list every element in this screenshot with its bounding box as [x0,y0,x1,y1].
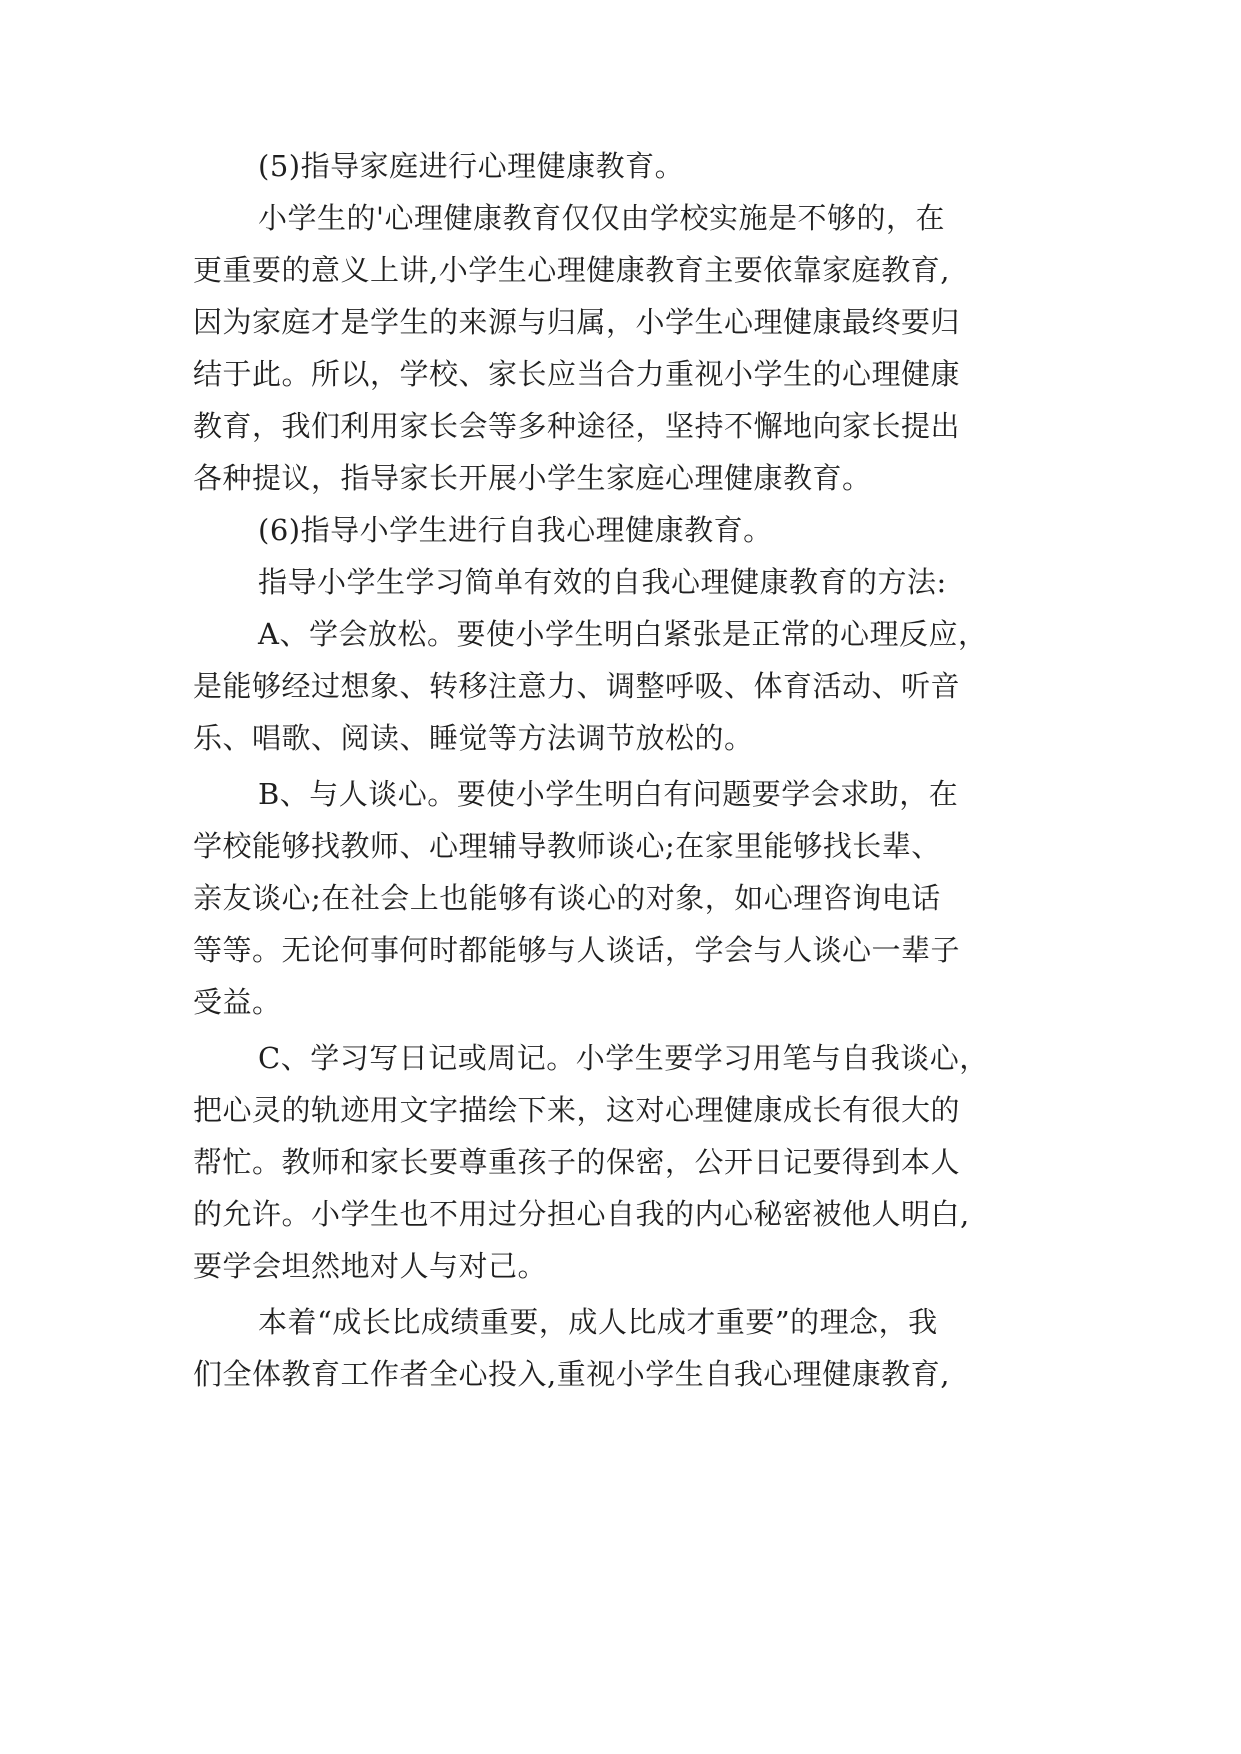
paragraph-line-c: C、学习写日记或周记。小学生要学习用笔与自我谈心， [258,1041,989,1075]
paragraph-line: 乐、唱歌、阅读、睡觉等方法调节放松的。 [193,721,754,755]
paragraph-line: 帮忙。教师和家长要尊重孩子的保密，公开日记要得到本人 [193,1145,961,1179]
paragraph-line: 受益。 [193,985,282,1019]
paragraph-line-a: A、学会放松。要使小学生明白紧张是正常的心理反应， [258,617,988,651]
paragraph-line: 教育，我们利用家长会等多种途径，坚持不懈地向家长提出 [193,409,961,443]
paragraph-line: 把心灵的轨迹用文字描绘下来，这对心理健康成长有很大的 [193,1093,961,1127]
heading-item-6: (6)指导小学生进行自我心理健康教育。 [258,513,773,547]
paragraph-line: 等等。无论何事何时都能够与人谈话，学会与人谈心一辈子 [193,933,961,967]
heading-item-5: (5)指导家庭进行心理健康教育。 [258,149,685,183]
paragraph-line: 小学生的'心理健康教育仅仅由学校实施是不够的，在 [258,201,945,235]
paragraph-line: 学校能够找教师、心理辅导教师谈心;在家里能够找长辈、 [193,829,941,863]
paragraph-line: 更重要的意义上讲,小学生心理健康教育主要依靠家庭教育, [193,253,950,287]
paragraph-line: 结于此。所以，学校、家长应当合力重视小学生的心理健康 [193,357,961,391]
paragraph-line: 是能够经过想象、转移注意力、调整呼吸、体育活动、听音 [193,669,961,703]
paragraph-line: 的允许。小学生也不用过分担心自我的内心秘密被他人明白, [193,1197,970,1231]
paragraph-line: 指导小学生学习简单有效的自我心理健康教育的方法: [258,565,947,599]
paragraph-line: 亲友谈心;在社会上也能够有谈心的对象，如心理咨询电话 [193,881,941,915]
paragraph-line: 们全体教育工作者全心投入,重视小学生自我心理健康教育, [193,1357,950,1391]
paragraph-line: 各种提议，指导家长开展小学生家庭心理健康教育。 [193,461,872,495]
paragraph-line: 要学会坦然地对人与对己。 [193,1249,548,1283]
paragraph-line: 本着“成长比成绩重要，成人比成才重要”的理念，我 [258,1305,938,1339]
paragraph-line: 因为家庭才是学生的来源与归属，小学生心理健康最终要归 [193,305,961,339]
paragraph-line-b: B、与人谈心。要使小学生明白有问题要学会求助，在 [258,777,959,811]
